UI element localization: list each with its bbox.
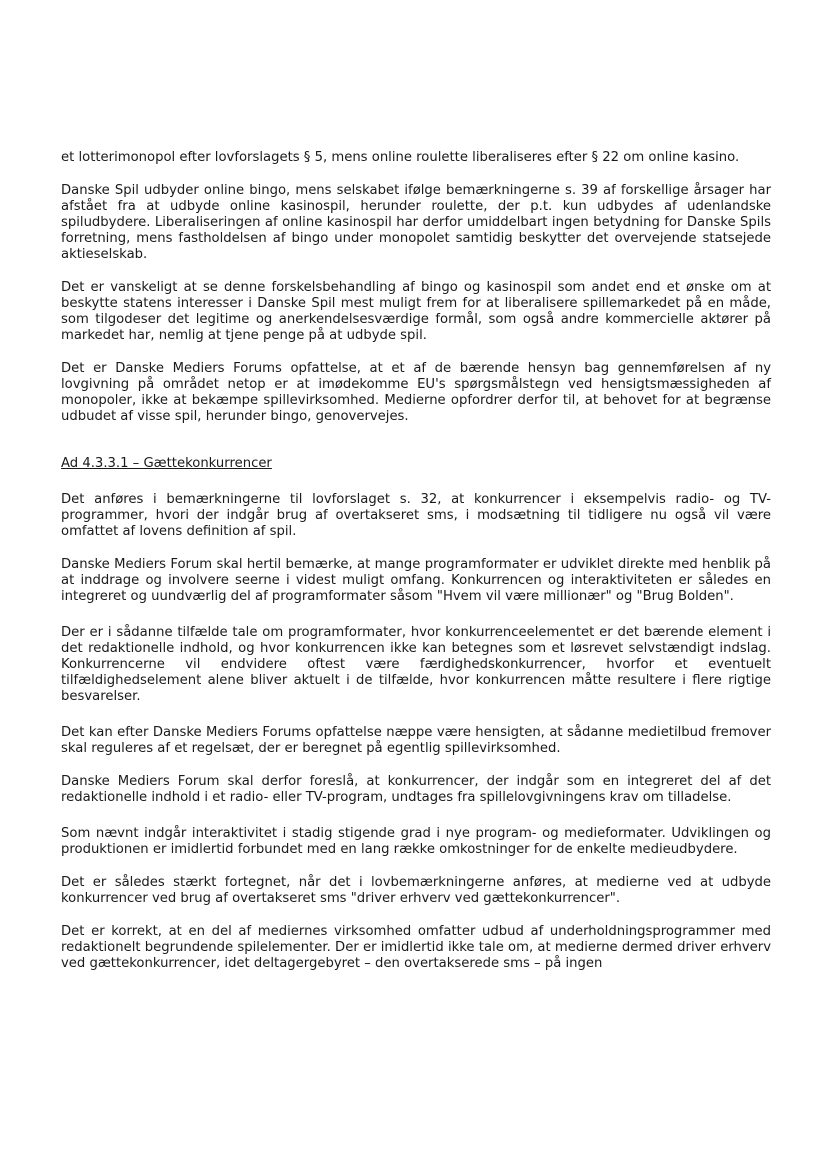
paragraph-competition-element: Der er i sådanne tilfælde tale om programformater, hvor konkurrenceelementet er det bærende element i det redaktionelle indhold, og hvor konkurrencen ikke kan betegnes som et løsrevet selvstændigt indslag. Konkurrencerne vil endvidere oftest være færdighedskonkurrencer, hvorfor et eventuelt tilfældighedselement alene bliver aktuelt i de tilfælde, hvor konkurrencen måtte resultere i flere rigtige besvarelser. <box>61 625 771 704</box>
paragraph-bill-remarks: Det anføres i bemærkningerne til lovforslaget s. 32, at konkurrencer i eksempelvis radio- og TV-programmer, hvori der indgår brug af overtakseret sms, i modsætning til tidligere nu også vil være omfattet af lovens definition af spil. <box>61 492 771 539</box>
paragraph-misrepresentation: Det er således stærkt fortegnet, når det i lovbemærkningerne anføres, at medierne ved at udbyde konkurrencer ved brug af overtakseret sms "driver erhverv ved gættekonkurrencer". <box>61 875 771 906</box>
paragraph-eu-monopolies: Det er Danske Mediers Forums opfattelse, at et af de bærende hensyn bag gennemførelsen af ny lovgivning på området netop er at imødekomme EU's spørgsmålstegn ved hensigtsmæssigheden af monopoler, ikke at bekæmpe spillevirksomhed. Medierne opfordrer derfor til, at behovet for at begrænse udbudet af visse spil, herunder bingo, genovervejes. <box>61 361 771 424</box>
document-body <box>61 150 771 989</box>
paragraph-media-activities: Det er korrekt, at en del af mediernes virksomhed omfatter udbud af underholdningsprogrammer med redaktionelt begrundende spilelementer. Der er imidlertid ikke tale om, at medierne dermed driver erhverv ved gættekonkurrencer, idet deltagergebyret – den overtakserede sms – på ingen <box>61 924 771 971</box>
section-heading: Ad 4.3.3.1 – Gættekonkurrencer <box>61 456 272 471</box>
paragraph-danske-spil-bingo: Danske Spil udbyder online bingo, mens selskabet ifølge bemærkningerne s. 39 af forskellige årsager har afstået fra at udbyde online kasinospil, herunder roulette, der p.t. kun udbydes af udenlandske spiludbydere. Liberaliseringen af online kasinospil har derfor umiddelbart ingen betydning for Danske Spils forretning, mens fastholdelsen af bingo under monopolet samtidig beskytter det overvejende statsejede aktieselskab. <box>61 183 771 262</box>
paragraph-interactivity: Som nævnt indgår interaktivitet i stadig stigende grad i nye program- og medieformater. Udviklingen og produktionen er imidlertid forbundet med en lang række omkostninger for de enkelte medieudbydere. <box>61 826 771 857</box>
paragraph-differential-treatment: Det er vanskeligt at se denne forskelsbehandling af bingo og kasinospil som andet end et ønske om at beskytte statens interesser i Danske Spil mest muligt frem for at liberalisere spillemarkedet på en måde, som tilgodeser det legitime og anerkendelsesværdige formål, som også andre kommercielle aktører på markedet har, nemlig at tjene penge på at udbyde spil. <box>61 280 771 343</box>
paragraph-program-formats: Danske Mediers Forum skal hertil bemærke, at mange programformater er udviklet direkte med henblik på at inddrage og involvere seerne i videst muligt omfang. Konkurrencen og interaktiviteten er således en integreret og uundværlig del af programformater såsom "Hvem vil være millionær" og "Brug Bolden". <box>61 557 771 604</box>
paragraph-lottery-monopoly: et lotterimonopol efter lovforslagets § 5, mens online roulette liberaliseres efter § 22 om online kasino. <box>61 150 740 165</box>
paragraph-intention: Det kan efter Danske Mediers Forums opfattelse næppe være hensigten, at sådanne medietilbud fremover skal reguleres af et regelsæt, der er beregnet på egentlig spillevirksomhed. <box>61 725 771 756</box>
paragraph-proposal: Danske Mediers Forum skal derfor foreslå, at konkurrencer, der indgår som en integreret del af det redaktionelle indhold i et radio- eller TV-program, undtages fra spillelovgivningens krav om tilladelse. <box>61 774 771 805</box>
